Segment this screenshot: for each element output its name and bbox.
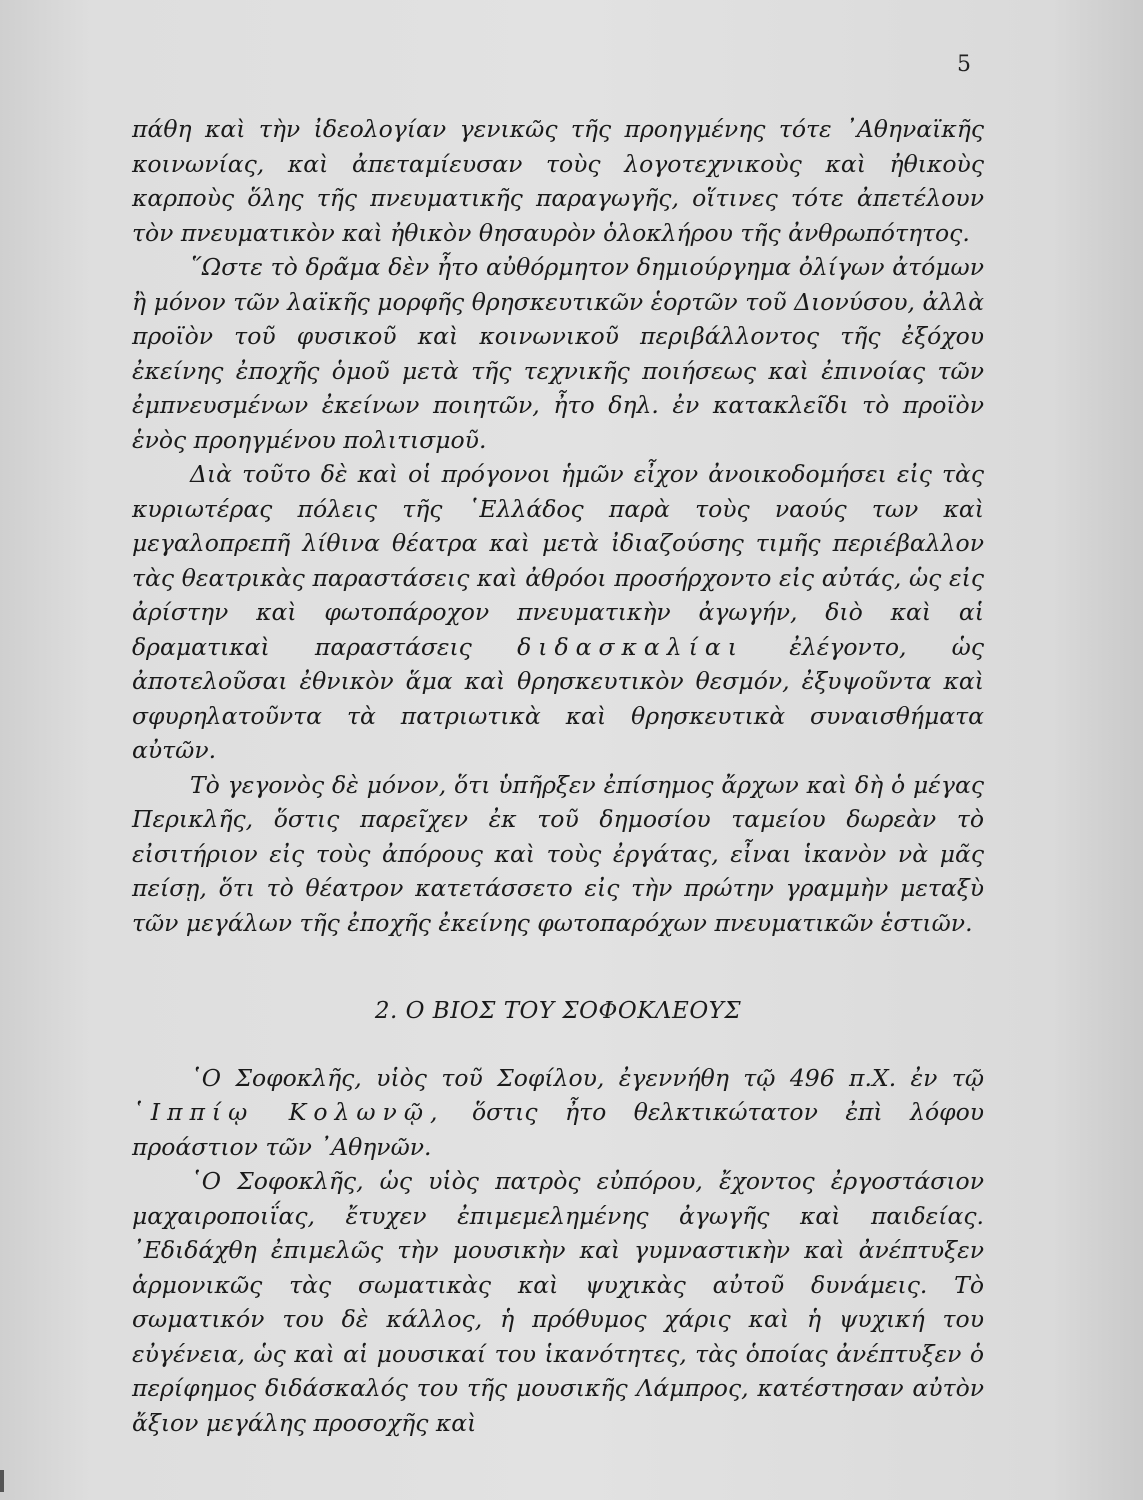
paragraph-3-part-a: Διὰ τοῦτο δὲ καὶ οἱ πρόγονοι ἡμῶν εἶχον ἀνοικοδομήσει εἰς τὰς κυριωτέρας πόλεις τῆς ῾Ελλάδος παρὰ τοὺς ναούς των καὶ μεγαλοπρεπῆ λίθινα θέατρα καὶ μετὰ ἰδιαζούσης τιμῆς περιέβαλλον τὰς θεατρικὰς παραστάσεις καὶ ἀθρόοι προσήρχοντο εἰς αὐτάς, ὡς εἰς ἀρίστην καὶ φωτοπάροχον πνευματικὴν ἀγωγήν, διὸ καὶ αἱ δραματικαὶ παραστάσεις bbox=[132, 460, 984, 661]
paragraph-2: ῞Ωστε τὸ δρᾶμα δὲν ἦτο αὐθόρμητον δημιούργημα ὀλίγων ἀτόμων ἢ μόνον τῶν λαϊκῆς μορφῆς θρησκευτικῶν ἑορτῶν τοῦ Διονύσου, ἀλλὰ προϊὸν τοῦ φυσικοῦ καὶ κοινωνικοῦ περιβάλλοντος τῆς ἐξόχου ἐκείνης ἐποχῆς ὁμοῦ μετὰ τῆς τεχνικῆς ποιήσεως καὶ ἐπινοίας τῶν ἐμπνευσμένων ἐκείνων ποιητῶν, ἦτο δηλ. ἐν κατακλεῖδι τὸ προϊὸν ἑνὸς προηγμένου πολιτισμοῦ. bbox=[132, 253, 984, 454]
paragraph-3-part-b: ἐλέγοντο, ὡς ἀποτελοῦσαι ἐθνικὸν ἅμα καὶ θρησκευτικὸν θεσμόν, ἐξυψοῦντα καὶ σφυρηλατοῦντα τὰ πατριωτικὰ καὶ θρησκευτικὰ συναισθήματα αὐτῶν. bbox=[132, 632, 984, 764]
page-number: 5 bbox=[957, 52, 971, 77]
text-block bbox=[132, 112, 984, 1440]
section-paragraph-1 bbox=[132, 1061, 984, 1165]
paragraph-3 bbox=[132, 457, 984, 768]
section-paragraph-2: ῾Ο Σοφοκλῆς, ὡς υἱὸς πατρὸς εὐπόρου, ἔχοντος ἐργοστάσιον μαχαιροποιΐας, ἔτυχεν ἐπιμεμελημένης ἀγωγῆς καὶ παιδείας. ᾿Εδιδάχθη ἐπιμελῶς τὴν μουσικὴν καὶ γυμναστικὴν καὶ ἀνέπτυξεν ἁρμονικῶς τὰς σωματικὰς καὶ ψυχικὰς αὐτοῦ δυνάμεις. Τὸ σωματικόν του δὲ κάλλος, ἡ πρόθυμος χάρις καὶ ἡ ψυχική του εὐγένεια, ὡς καὶ αἱ μουσικαί του ἱκανότητες, τὰς ὁποίας ἀνέπτυξεν ὁ περίφημος διδάσκαλός του τῆς μουσικῆς Λάμπρος, κατέστησαν αὐτὸν ἄξιον μεγάλης προσοχῆς καὶ bbox=[132, 1167, 984, 1437]
spaced-term-didaskaliai: διδασκαλίαι bbox=[517, 632, 744, 661]
section-paragraph-1-part-b: ὅστις ἦτο θελκτικώτατον ἐπὶ λόφου προάστιον τῶν ᾿Αθηνῶν. bbox=[132, 1098, 985, 1161]
section-paragraph-1-part-a: ῾Ο Σοφοκλῆς, υἱὸς τοῦ Σοφίλου, ἐγεννήθη τῷ 496 π.Χ. ἐν τῷ bbox=[190, 1063, 984, 1092]
paragraph-1: πάθη καὶ τὴν ἰδεολογίαν γενικῶς τῆς προηγμένης τότε ᾿Αθηναϊκῆς κοινωνίας, καὶ ἀπεταμίευσαν τοὺς λογοτεχνικοὺς καὶ ἠθικοὺς καρποὺς ὅλης τῆς πνευματικῆς παραγωγῆς, οἵτινες τότε ἀπετέλουν τὸν πνευματικὸν καὶ ἠθικὸν θησαυρὸν ὁλοκλήρου τῆς ἀνθρωπότητος. bbox=[132, 115, 984, 247]
page-edge-mark bbox=[0, 1470, 4, 1492]
paragraph-4: Τὸ γεγονὸς δὲ μόνον, ὅτι ὑπῆρξεν ἐπίσημος ἄρχων καὶ δὴ ὁ μέγας Περικλῆς, ὅστις παρεῖχεν ἐκ τοῦ δημοσίου ταμείου δωρεὰν τὸ εἰσιτήριον εἰς τοὺς ἀπόρους καὶ τοὺς ἐργάτας, εἶναι ἱκανὸν νὰ μᾶς πείσῃ, ὅτι τὸ θέατρον κατετάσσετο εἰς τὴν πρώτην γραμμὴν μεταξὺ τῶν μεγάλων τῆς ἐποχῆς ἐκείνης φωτοπαρόχων πνευματικῶν ἑστιῶν. bbox=[132, 770, 984, 937]
section-title: 2. Ο ΒΙΟΣ ΤΟΥ ΣΟΦΟΚΛΕΟΥΣ bbox=[374, 998, 742, 1024]
spaced-term-kolonos: ῾Ιππίῳ Κολωνῷ, bbox=[132, 1098, 445, 1126]
